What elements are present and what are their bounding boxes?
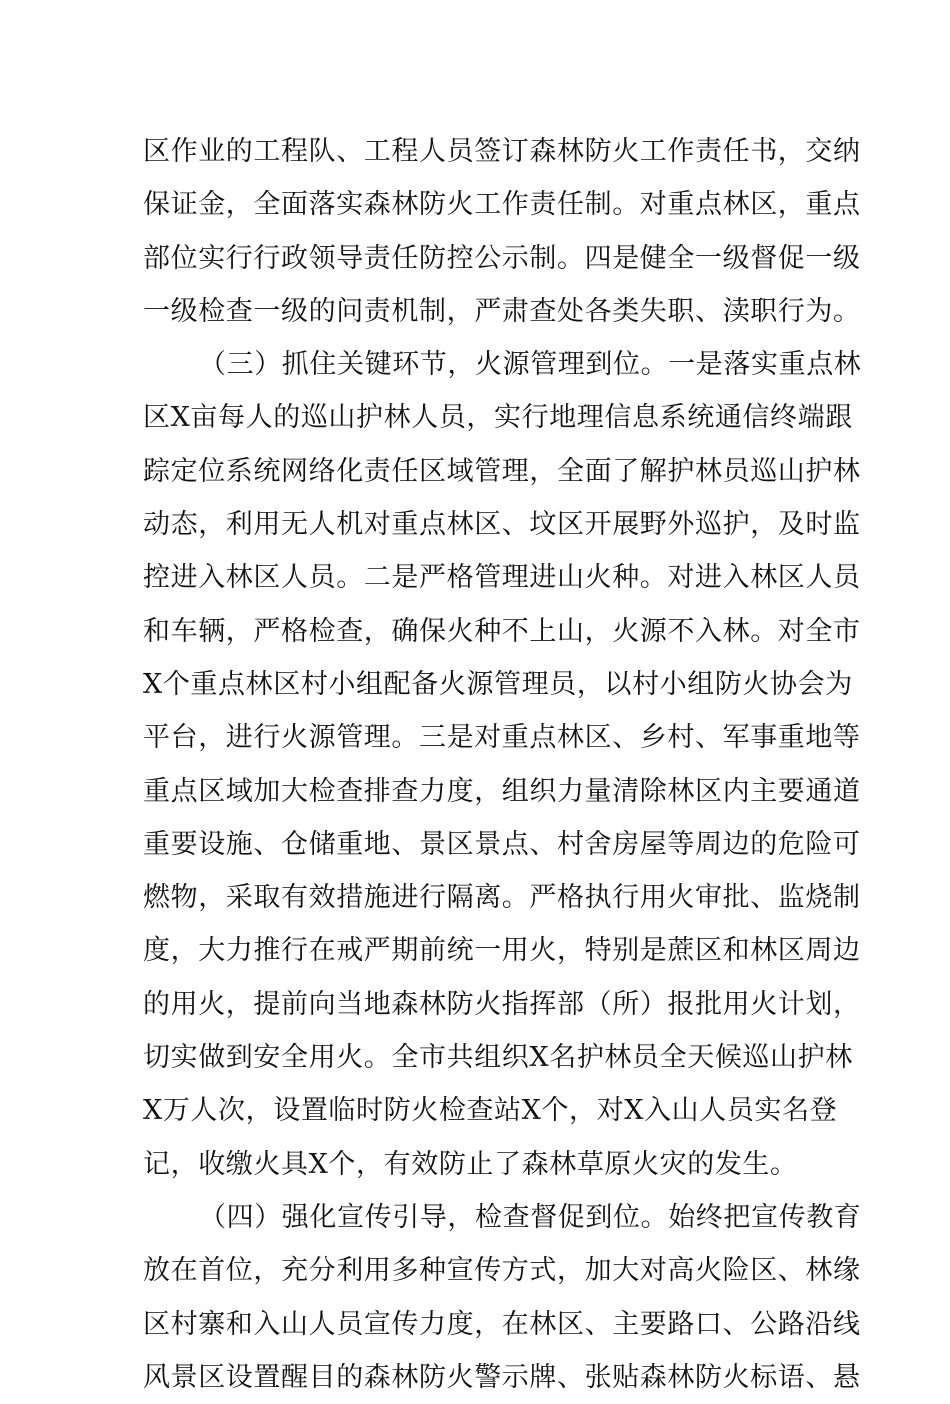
text-line: 动态，利用无人机对重点林区、坟区开展野外巡护，及时监: [143, 509, 861, 541]
text-line: X个重点林区村小组配备火源管理员，以村小组防火协会为: [143, 668, 853, 700]
text-line: 区X亩每人的巡山护林人员，实行地理信息系统通信终端跟: [143, 402, 853, 434]
text-line: 燃物，采取有效措施进行隔离。严格执行用火审批、监烧制: [143, 882, 861, 914]
text-line: 区村寨和入山人员宣传力度，在林区、主要路口、公路沿线: [143, 1308, 861, 1340]
text-line: 和车辆，严格检查，确保火种不上山，火源不入林。对全市: [143, 615, 861, 647]
text-line: 记，收缴火具X个，有效防止了森林草原火灾的发生。: [143, 1148, 798, 1180]
section-heading-line: （三）抓住关键环节，火源管理到位。一是落实重点林: [199, 349, 862, 381]
text-line: 度，大力推行在戒严期前统一用火，特别是蔗区和林区周边: [143, 935, 861, 967]
text-line: 的用火，提前向当地森林防火指挥部（所）报批用火计划，: [143, 988, 861, 1020]
text-line: 控进入林区人员。二是严格管理进山火种。对进入林区人员: [143, 562, 861, 594]
section-heading-line: （四）强化宣传引导，检查督促到位。始终把宣传教育: [199, 1201, 862, 1233]
text-line: 风景区设置醒目的森林防火警示牌、张贴森林防火标语、悬: [143, 1361, 861, 1393]
text-line: 切实做到安全用火。全市共组织X名护林员全天候巡山护林: [143, 1042, 853, 1074]
text-line: X万人次，设置临时防火检查站X个，对X入山人员实名登: [143, 1095, 838, 1127]
text-line: 重要设施、仓储重地、景区景点、村舍房屋等周边的危险可: [143, 828, 861, 860]
text-line: 保证金，全面落实森林防火工作责任制。对重点林区，重点: [143, 189, 861, 221]
text-line: 区作业的工程队、工程人员签订森林防火工作责任书，交纳: [143, 136, 861, 167]
text-line: 平台，进行火源管理。三是对重点林区、乡村、军事重地等: [143, 722, 861, 754]
text-line: 部位实行行政领导责任防控公示制。四是健全一级督促一级: [143, 242, 861, 274]
text-line: 踪定位系统网络化责任区域管理，全面了解护林员巡山护林: [143, 455, 861, 487]
text-line: 一级检查一级的问责机制，严肃查处各类失职、渎职行为。: [143, 295, 861, 327]
body-text: [143, 125, 862, 1404]
text-line: 放在首位，充分利用多种宣传方式，加大对高火险区、林缘: [143, 1255, 861, 1287]
text-line: 重点区域加大检查排查力度，组织力量清除林区内主要通道: [143, 775, 861, 807]
